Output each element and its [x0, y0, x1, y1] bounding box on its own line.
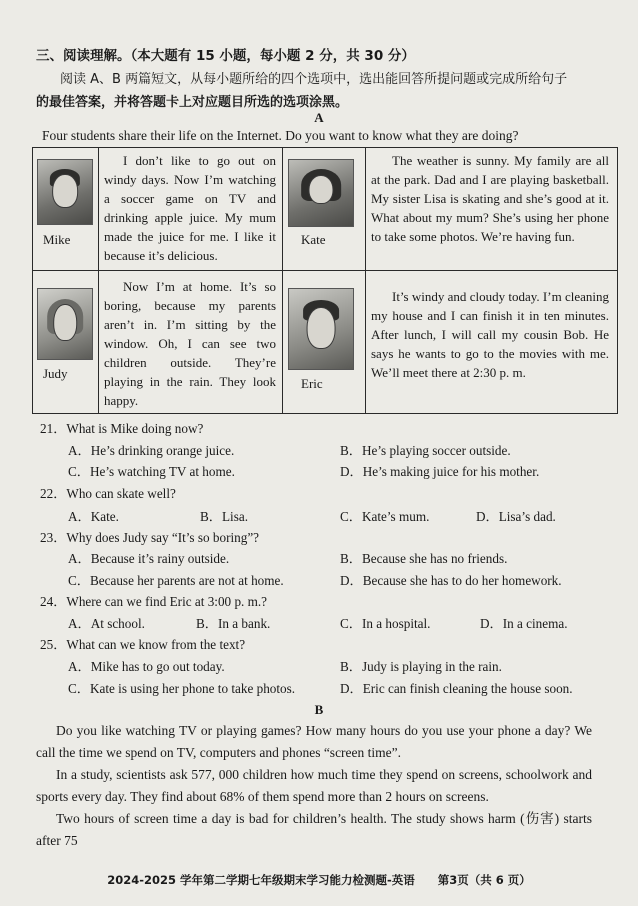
page-footer: 2024-2025 学年第二学期七年级期末学习能力检测题-英语 第3页（共 6 页）	[107, 873, 531, 887]
instruction-line-1: 阅读 A、B 两篇短文，从每小题所给的四个选项中，选出能回答所提问题或完成所给句子	[60, 72, 568, 87]
table-divider	[33, 270, 617, 271]
kate-photo	[288, 159, 354, 227]
judy-photo	[37, 288, 93, 360]
mike-post: I don’t like to go out on windy days. Now I’m watching a soccer game on TV and drinking apple juice. My mum made the juice for me. I like it because it’s delicious.	[104, 153, 276, 263]
option-25-a[interactable]: A．Mike has to go out today.	[68, 659, 225, 674]
table-divider	[282, 148, 283, 413]
eric-photo	[288, 288, 354, 370]
option-23-c[interactable]: C．Because her parents are not at home.	[68, 573, 284, 588]
option-22-c[interactable]: C．Kate’s mum.	[340, 509, 430, 524]
question-23: 23．Why does Judy say “It’s so boring”?	[40, 530, 260, 545]
option-22-d[interactable]: D．Lisa’s dad.	[476, 509, 556, 524]
student-name-mike: Mike	[43, 232, 71, 247]
option-23-b[interactable]: B．Because she has no friends.	[340, 551, 508, 566]
option-22-a[interactable]: A．Kate.	[68, 509, 119, 524]
student-name-judy: Judy	[43, 366, 68, 381]
question-24: 24．Where can we find Eric at 3:00 p. m.?	[40, 594, 268, 609]
option-21-a[interactable]: A．He’s drinking orange juice.	[68, 443, 235, 458]
kate-post: The weather is sunny. My family are all at the park. Dad and I are playing basketball. My sister Lisa is skating and she’s good at it. What about my mum? She’s using her phone to take some photos. We’re having fun.	[371, 153, 609, 244]
table-divider	[365, 148, 366, 413]
question-25: 25．What can we know from the text?	[40, 637, 246, 652]
option-21-c[interactable]: C．He’s watching TV at home.	[68, 464, 235, 479]
passage-b-paragraph-2: In a study, scientists ask 577, 000 children how much time they spend on screens, schoolwork and sports every day. They find about 68% of them spend more than 2 hours on screens.	[36, 767, 592, 804]
passage-b-paragraph-1: Do you like watching TV or playing games? How many hours do you use your phone a day? We call the time we spend on TV, computers and phones “screen time”.	[36, 723, 592, 760]
option-24-c[interactable]: C．In a hospital.	[340, 616, 431, 631]
student-name-eric: Eric	[301, 376, 323, 391]
passage-b-paragraph-3: Two hours of screen time a day is bad for children’s health. The study shows harm (伤害) starts after 75	[36, 811, 592, 848]
instruction-line-2: 的最佳答案，并将答题卡上对应题目所选的选项涂黑。	[36, 95, 349, 110]
question-22: 22．Who can skate well?	[40, 486, 176, 501]
option-24-a[interactable]: A．At school.	[68, 616, 145, 631]
eric-post: It’s windy and cloudy today. I’m cleaning my house and I can finish it in ten minutes. After lunch, I will call my cousin Bob. He says he wants to go to the movies with me. We’ll meet there at 2:30 p. m.	[371, 289, 609, 380]
option-24-b[interactable]: B．In a bank.	[196, 616, 271, 631]
option-21-d[interactable]: D．He’s making juice for his mother.	[340, 464, 540, 479]
option-24-d[interactable]: D．In a cinema.	[480, 616, 568, 631]
student-name-kate: Kate	[301, 232, 326, 247]
table-divider	[98, 148, 99, 413]
passage-a-intro: Four students share their life on the Internet. Do you want to know what they are doing?	[42, 128, 519, 143]
passage-a-label: A	[314, 110, 324, 125]
student-posts-table	[32, 147, 618, 414]
option-21-b[interactable]: B．He’s playing soccer outside.	[340, 443, 511, 458]
passage-b-label: B	[314, 702, 324, 717]
section-title: 三、阅读理解。（本大题有 15 小题，每小题 2 分，共 30 分）	[36, 48, 415, 64]
mike-photo	[37, 159, 93, 225]
option-22-b[interactable]: B．Lisa.	[200, 509, 248, 524]
option-25-c[interactable]: C．Kate is using her phone to take photos.	[68, 681, 296, 696]
option-25-b[interactable]: B．Judy is playing in the rain.	[340, 659, 502, 674]
question-21: 21．What is Mike doing now?	[40, 421, 204, 436]
option-23-a[interactable]: A．Because it’s rainy outside.	[68, 551, 230, 566]
judy-post: Now I’m at home. It’s so boring, because my parents aren’t in. I’m sitting by the window. Oh, I can see two children outside. They’re playing in the rain. They look happy.	[104, 279, 276, 408]
option-25-d[interactable]: D．Eric can finish cleaning the house soon.	[340, 681, 573, 696]
option-23-d[interactable]: D．Because she has to do her homework.	[340, 573, 562, 588]
